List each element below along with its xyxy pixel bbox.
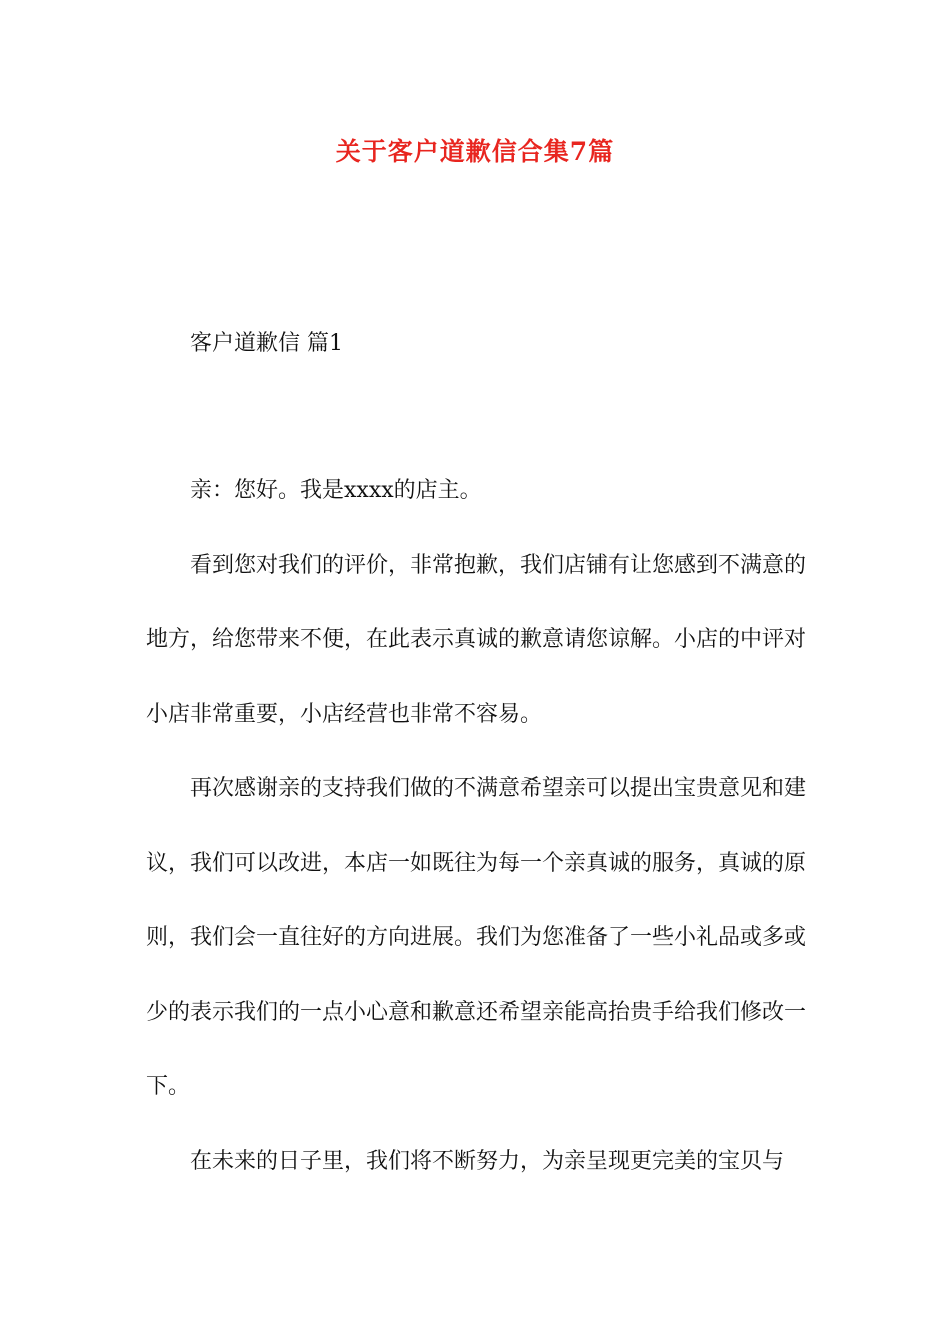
- section-heading: 客户道歉信 篇1: [190, 331, 343, 356]
- paragraph-thanks: 再次感谢亲的支持我们做的不满意希望亲可以提出宝贵意见和建议，我们可以改进，本店一如既往为每一个亲真诚的服务，真诚的原则，我们会一直往好的方向进展。我们为您准备了一些小礼品或多或少的表示我们的一点小心意和歉意还希望亲能高抬贵手给我们修改一下。: [146, 776, 807, 1099]
- letter-body: [146, 454, 806, 1199]
- paragraph-greeting: 亲：您好。我是xxxx的店主。: [190, 478, 482, 503]
- paragraph-apology: 看到您对我们的评价，非常抱歉，我们店铺有让您感到不满意的地方，给您带来不便，在此表示真诚的歉意请您谅解。小店的中评对小店非常重要，小店经营也非常不容易。: [146, 552, 807, 727]
- paragraph-future: 在未来的日子里，我们将不断努力，为亲呈现更完美的宝贝与: [190, 1148, 785, 1174]
- document-title: 关于客户道歉信合集7篇: [335, 137, 615, 166]
